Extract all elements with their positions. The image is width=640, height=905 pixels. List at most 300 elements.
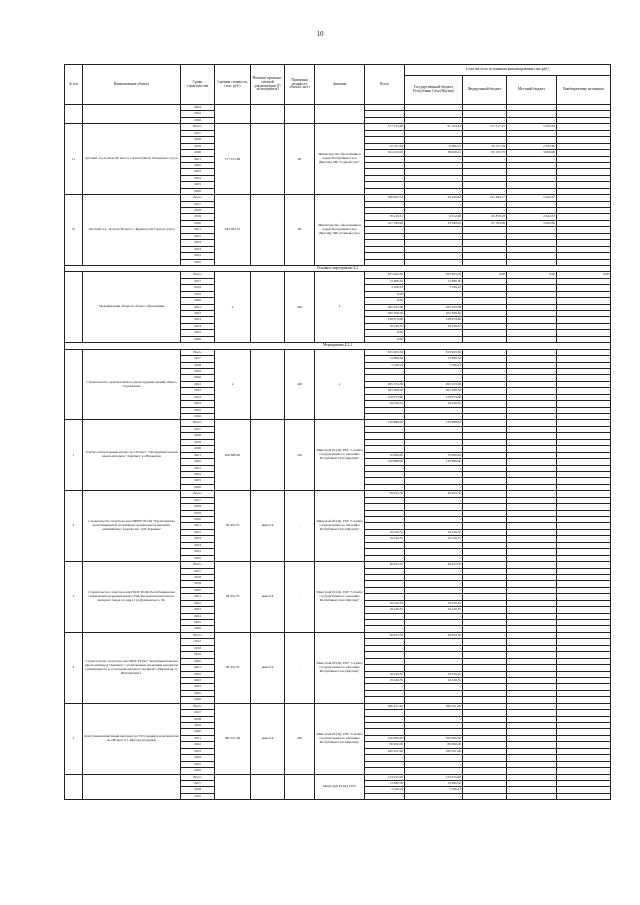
local-cell: - [507,394,557,400]
item-customer: Минстрой РС(Я), ГКУ "Служба государственного заказчика Республики Саха (Якутия)" [315,562,365,633]
year-cell: 2025 [181,182,215,188]
year-cell: 2021 [181,452,215,458]
total-cell: - [365,755,405,761]
rs-cell: - [405,549,463,555]
total-cell: - [365,105,405,111]
year-cell: 2026 [181,336,215,342]
year-cell: 2017 [181,278,215,284]
federal-cell: - [463,368,507,374]
total-cell: - [365,111,405,117]
year-cell: 2024 [181,105,215,111]
item-cost [215,774,251,800]
federal-cell: - [463,632,507,638]
year-cell: 2018 [181,574,215,580]
total-cell: - [365,549,405,555]
total-cell: - [365,368,405,374]
item-pds [251,195,285,266]
year-cell: 2023 [181,169,215,175]
local-cell: - [507,356,557,362]
item-power: 420 [285,349,315,420]
item-name: Учебно-лабораторный корпус на 120 мест "Экспериментальная школа-интернат "Арктика" в г.Нерюнгри [83,420,181,491]
item-power [285,774,315,800]
total-cell: 295 533,38 [365,304,405,310]
rs-cell: - [405,755,463,761]
year-cell: 2024 [181,246,215,252]
rs-cell: - [405,240,463,246]
rs-cell: - [405,227,463,233]
year-cell: 2020 [181,220,215,226]
total-cell: - [365,208,405,214]
local-cell: - [507,240,557,246]
federal-cell: 67 704,38 [463,220,507,226]
total-cell: 3 108,23 [365,362,405,368]
federal-cell: - [463,201,507,207]
rs-cell: 38 452,70 [405,562,463,568]
rs-cell: 100 000,00 [405,735,463,741]
local-cell: - [507,208,557,214]
local-cell: - [507,246,557,252]
total-cell: - [365,574,405,580]
rs-cell: 19 226,35 [405,671,463,677]
year-cell: 2020 [181,587,215,593]
total-cell: - [365,684,405,690]
local-cell: 3 000,00 [507,220,557,226]
year-cell: 2018 [181,285,215,291]
rs-cell: - [405,182,463,188]
year-cell: 2018 [181,787,215,793]
extra-cell: - [557,401,611,407]
rs-cell: - [405,639,463,645]
item-cost: 206 888,00 [215,420,251,491]
rs-cell: 815 903,59 [405,272,463,278]
rs-cell: 19 226,35 [405,529,463,535]
total-cell: 180 002,72 [365,195,405,201]
year-cell: 2020 [181,150,215,156]
item-number: 11 [65,124,83,195]
rs-cell: - [405,626,463,632]
rs-cell: 6 980,15 [405,143,463,149]
year-cell: 2018 [181,362,215,368]
item-cost: 380 221,96 [215,703,251,774]
rs-cell: - [405,233,463,239]
rs-cell: - [405,439,463,445]
item-number: 5 [65,703,83,774]
year-cell: 2021 [181,735,215,741]
year-cell: 2019 [181,439,215,445]
item-customer: Минстрой РС(Я), ГКУ "Служба государственного заказчика Республики Саха (Якутия)" [315,703,365,774]
item-cost: 177 915,68 [215,124,251,195]
total-cell: - [365,439,405,445]
rs-cell: - [405,497,463,503]
total-cell: 265 308,50 [365,311,405,317]
total-cell: 815 903,59 [365,272,405,278]
year-cell: Всего [181,703,215,709]
item-pds: имеется [251,562,285,633]
total-cell: - [365,555,405,561]
rs-cell: 13 680,50 [405,780,463,786]
extra-cell: - [557,407,611,413]
rs-cell: - [405,137,463,143]
item-pds [251,420,285,491]
total-cell: - [365,375,405,381]
local-cell: - [507,420,557,426]
item-pds [251,124,285,195]
year-cell: Всего [181,420,215,426]
rs-cell: - [405,710,463,716]
rs-cell: - [405,433,463,439]
rs-cell: - [405,259,463,265]
total-cell: - [365,626,405,632]
federal-cell: - [463,130,507,136]
page-number: 10 [316,30,324,38]
year-cell: 2024 [181,755,215,761]
item-customer: Минстрой РС(Я), ГКУ "Служба государственного заказчика Республики Саха (Якутия)" [315,632,365,703]
rs-cell: - [405,156,463,162]
item-power: 90 [285,124,315,195]
year-cell: 2020 [181,375,215,381]
rs-cell: 13 680,50 [405,278,463,284]
rs-cell: 38 452,70 [405,632,463,638]
rs-cell: 3 108,23 [405,285,463,291]
col-power: Проектная мощность объекта, мест [285,65,315,105]
total-cell: - [365,201,405,207]
rs-cell: 3 108,23 [405,787,463,793]
year-cell: 2023 [181,317,215,323]
year-cell: 2025 [181,330,215,336]
total-cell: - [365,433,405,439]
year-cell: Всего [181,124,215,130]
year-cell: 2023 [181,394,215,400]
year-cell: 2017 [181,426,215,432]
year-cell: 2018 [181,208,215,214]
rs-cell: - [405,208,463,214]
local-cell: - [507,362,557,368]
extra-cell: - [557,195,611,201]
total-cell: 180 221,96 [365,748,405,754]
extra-cell: - [557,562,611,568]
federal-cell: - [463,774,507,780]
section-title: Основное мероприятие Б.2 [65,265,611,271]
total-cell: 13 680,50 [365,780,405,786]
total-cell: - [365,414,405,420]
total-cell: - [365,240,405,246]
col-term: Сроки строительства [181,65,215,105]
rs-cell: - [405,246,463,252]
total-cell: - [365,497,405,503]
rs-cell: 80 000,00 [405,742,463,748]
year-cell: 2017 [181,780,215,786]
item-power: 120 [285,420,315,491]
total-cell: 0,00 [365,298,405,304]
year-cell: 2017 [181,497,215,503]
total-cell: - [365,169,405,175]
extra-cell: - [557,356,611,362]
federal-cell: - [463,240,507,246]
total-cell: 0,00 [365,291,405,297]
rs-cell: - [405,645,463,651]
year-cell: 2017 [181,356,215,362]
federal-cell: - [463,356,507,362]
rs-cell: - [405,169,463,175]
local-cell: - [507,137,557,143]
year-cell: 2023 [181,240,215,246]
year-cell: 2026 [181,484,215,490]
section-title: Мероприятие Б.2.1 [65,343,611,349]
total-cell: 13 680,50 [365,356,405,362]
local-cell: 2 563,60 [507,143,557,149]
total-cell: 218 974,66 [365,394,405,400]
col-funding-group: в том числе по источникам финансирования (тыс.руб.) [405,65,611,76]
rs-cell: - [405,768,463,774]
year-cell: 2017 [181,710,215,716]
extra-cell: - [557,394,611,400]
local-cell: - [507,401,557,407]
rs-cell: 13 680,50 [405,356,463,362]
federal-cell: - [463,105,507,111]
local-cell: - [507,188,557,194]
local-cell: - [507,169,557,175]
local-cell: - [507,105,557,111]
item-name: Строительство спортзала для ГБНОУ РС(Я) "Чурапчинская республиканская спортивная средняя школа-интернат олимпийского резерва им. Д.П. Коркина" [83,491,181,562]
total-cell: 13 680,50 [365,278,405,284]
total-cell: - [365,761,405,767]
rs-cell: 33 598,03 [405,220,463,226]
year-cell: 2024 [181,401,215,407]
federal-cell: - [463,182,507,188]
rs-cell: 146 888,00 [405,459,463,465]
rs-cell: - [405,716,463,722]
year-cell: 2017 [181,130,215,136]
year-cell: Всего [181,774,215,780]
total-cell: - [365,233,405,239]
total-cell: - [365,620,405,626]
rs-cell: - [405,478,463,484]
total-cell: 100 000,00 [365,735,405,741]
total-cell: - [365,568,405,574]
rs-cell: 218 974,66 [405,394,463,400]
item-customer: х [315,272,365,343]
total-cell: - [365,658,405,664]
year-cell: 2025 [181,620,215,626]
total-cell: 146 888,00 [365,459,405,465]
total-cell: - [365,716,405,722]
item-customer: Минстрой РС(Я), ГКУ "Служба государственного заказчика Республики Саха (Якутия)" [315,491,365,562]
rs-cell: - [405,761,463,767]
rs-cell: 19 226,35 [405,677,463,683]
local-cell: 0,00 [507,272,557,278]
item-customer: Министерство образования и науки Республики Саха (Якутия), МР «Горный улус» [315,195,365,266]
local-cell: - [507,253,557,259]
federal-cell: - [463,388,507,394]
item-power: - [285,562,315,633]
rs-cell: - [405,517,463,523]
total-cell: 19 226,35 [365,671,405,677]
item-number [65,349,83,420]
total-cell: 19 226,35 [365,607,405,613]
year-cell: 2017 [181,201,215,207]
total-cell: - [365,587,405,593]
extra-cell: - [557,368,611,374]
item-cost [215,105,251,124]
total-cell: - [365,175,405,181]
local-cell: - [507,414,557,420]
local-cell: - [507,491,557,497]
federal-cell: 111 517,25 [463,124,507,130]
local-cell: - [507,703,557,709]
federal-cell: - [463,137,507,143]
year-cell: 2019 [181,793,215,799]
year-cell: 2018 [181,504,215,510]
local-cell: - [507,182,557,188]
year-cell: 2024 [181,323,215,329]
year-cell: 2022 [181,600,215,606]
rs-cell: - [405,684,463,690]
rs-cell: 265 308,50 [405,311,463,317]
total-cell: 70 000,00 [365,452,405,458]
year-cell: 2022 [181,233,215,239]
rs-cell: - [405,253,463,259]
extra-cell: - [557,414,611,420]
item-name: Детский сад-ясли на 90 мест в с.Хатын (Келе, Хатынского улуса [83,124,181,195]
total-cell: - [365,130,405,136]
year-cell: 2017 [181,568,215,574]
extra-cell: 0,00 [557,272,611,278]
local-cell: - [507,388,557,394]
year-cell: 2019 [181,510,215,516]
rs-cell: - [405,523,463,529]
local-cell: - [507,111,557,117]
year-cell: 2023 [181,536,215,542]
year-cell: 2021 [181,156,215,162]
financing-table [64,64,611,800]
year-cell: 2022 [181,671,215,677]
year-cell: 2026 [181,117,215,123]
year-cell: 2025 [181,549,215,555]
rs-cell: 19 226,35 [405,323,463,329]
total-cell: 38 452,70 [365,632,405,638]
item-pds [251,774,285,800]
item-cost: х [215,272,251,343]
item-name: Строительство, приобретение и реконструкция зданий общего образования [83,349,181,420]
year-cell: 2021 [181,523,215,529]
local-cell: 5 042,57 [507,195,557,201]
extra-cell: - [557,375,611,381]
total-cell: - [365,510,405,516]
year-cell: 2020 [181,517,215,523]
rs-cell: 3 108,23 [405,362,463,368]
year-cell: 2021 [181,304,215,310]
total-cell: 76 218,31 [365,214,405,220]
item-pds: имеется [251,632,285,703]
federal-cell: 63 211,59 [463,143,507,149]
local-cell: - [507,156,557,162]
extra-cell: - [557,388,611,394]
total-cell: - [365,594,405,600]
item-name [83,105,181,124]
rs-cell: - [405,188,463,194]
local-cell: 3 000,00 [507,150,557,156]
total-cell: 19 226,35 [365,677,405,683]
total-cell: 815 903,59 [365,349,405,355]
local-cell: 5 063,93 [507,124,557,130]
year-cell: 2019 [181,581,215,587]
year-cell: 2022 [181,459,215,465]
federal-cell: - [463,414,507,420]
col-no: № п/п [65,65,83,105]
rs-cell: - [405,375,463,381]
year-cell: 2024 [181,613,215,619]
item-number: 2 [65,491,83,562]
rs-cell: - [405,574,463,580]
col-local: Местный бюджет [507,76,557,105]
year-cell: 2025 [181,111,215,117]
total-cell: - [365,162,405,168]
federal-cell: - [463,162,507,168]
extra-cell: - [557,208,611,214]
year-cell: 2024 [181,175,215,181]
rs-cell: - [405,446,463,452]
item-number: 3 [65,562,83,633]
item-power: 300 [285,703,315,774]
item-customer: Минстрой РС(Я), ГКУ "Служба государственного заказчика Республики Саха (Якутия)" [315,420,365,491]
federal-cell: - [463,227,507,233]
year-cell: 2020 [181,298,215,304]
year-cell: 2022 [181,162,215,168]
rs-cell: - [405,407,463,413]
federal-cell: 0,00 [463,272,507,278]
federal-cell: - [463,401,507,407]
federal-cell: - [463,420,507,426]
item-name: Модернизация объектов общего образования [83,272,181,343]
item-power: 90 [285,195,315,266]
total-cell: 19 226,35 [365,529,405,535]
year-cell: 2022 [181,311,215,317]
item-customer: Минстрой РС(Я), ГКУ [315,774,365,800]
total-cell: - [365,710,405,716]
rs-cell: 180 221,96 [405,748,463,754]
rs-cell: - [405,510,463,516]
item-power: 420 [285,272,315,343]
year-cell: 2026 [181,555,215,561]
total-cell: 0,00 [365,330,405,336]
local-cell: - [507,368,557,374]
extra-cell: - [557,774,611,780]
extra-cell: - [557,130,611,136]
total-cell: - [365,259,405,265]
local-cell: - [507,130,557,136]
rs-cell: 61 334,49 [405,124,463,130]
year-cell: 2023 [181,607,215,613]
item-customer: Министерство образования и науки Республики Саха (Якутия), МР "Горный улус" [315,124,365,195]
year-cell: Всего [181,562,215,568]
rs-cell: 295 533,38 [405,304,463,310]
extra-cell: - [557,381,611,387]
total-cell: - [365,484,405,490]
rs-cell: - [405,665,463,671]
rs-cell: 38 452,70 [405,491,463,497]
item-pds: имеется [251,703,285,774]
federal-cell: - [463,208,507,214]
year-cell: 2018 [181,645,215,651]
rs-cell: - [405,465,463,471]
federal-cell: - [463,394,507,400]
total-cell: - [365,227,405,233]
year-cell: Всего [181,272,215,278]
federal-cell: - [463,562,507,568]
year-cell: 2024 [181,542,215,548]
local-cell: - [507,774,557,780]
total-cell: - [365,471,405,477]
